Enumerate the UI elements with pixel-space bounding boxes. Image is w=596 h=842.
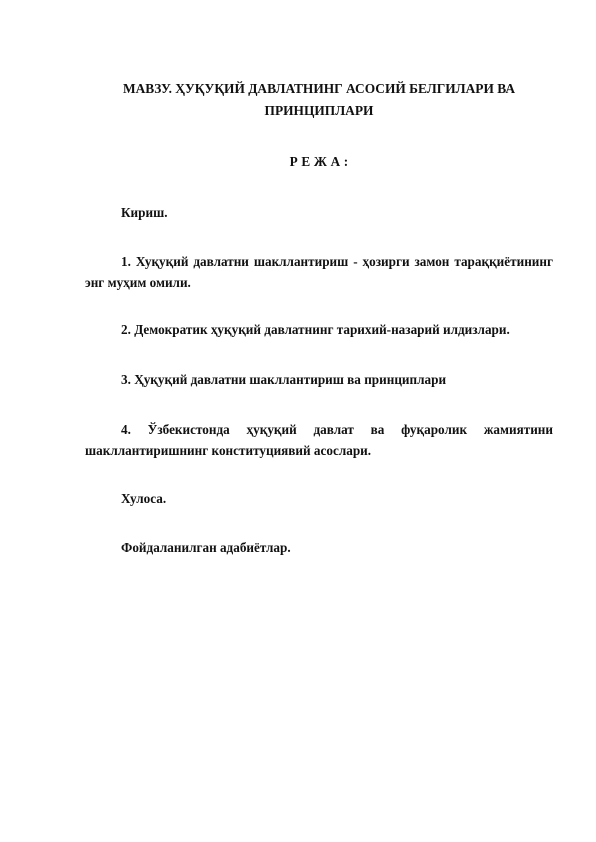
document-title: МАВЗУ. ҲУҚУҚИЙ ДАВЛАТНИНГ АСОСИЙ БЕЛГИЛАРИ ВА ПРИНЦИПЛАРИ — [122, 81, 516, 118]
plan-item-introduction: Кириш. — [121, 205, 168, 220]
plan-item-references: Фойдаланилган адабиётлар. — [121, 540, 291, 555]
plan-item-conclusion: Хулоса. — [121, 491, 167, 506]
plan-item-2: 2. Демократик ҳуқуқий давлатнинг тарихий-назарий илдизлари. — [121, 322, 510, 337]
plan-item-4: 4. Ўзбекистонда ҳуқуқий давлат ва фуқаролик жамиятини шакллантиришнинг конституциявий асослари. — [85, 422, 553, 458]
plan-item-1: 1. Хуқуқий давлатни шакллантириш - ҳозирги замон тараққиётининг энг муҳим омили. — [85, 254, 553, 290]
plan-item-3: 3. Ҳуқуқий давлатни шакллантириш ва принциплари — [121, 372, 447, 387]
plan-heading: Р Е Ж А : — [289, 154, 349, 169]
